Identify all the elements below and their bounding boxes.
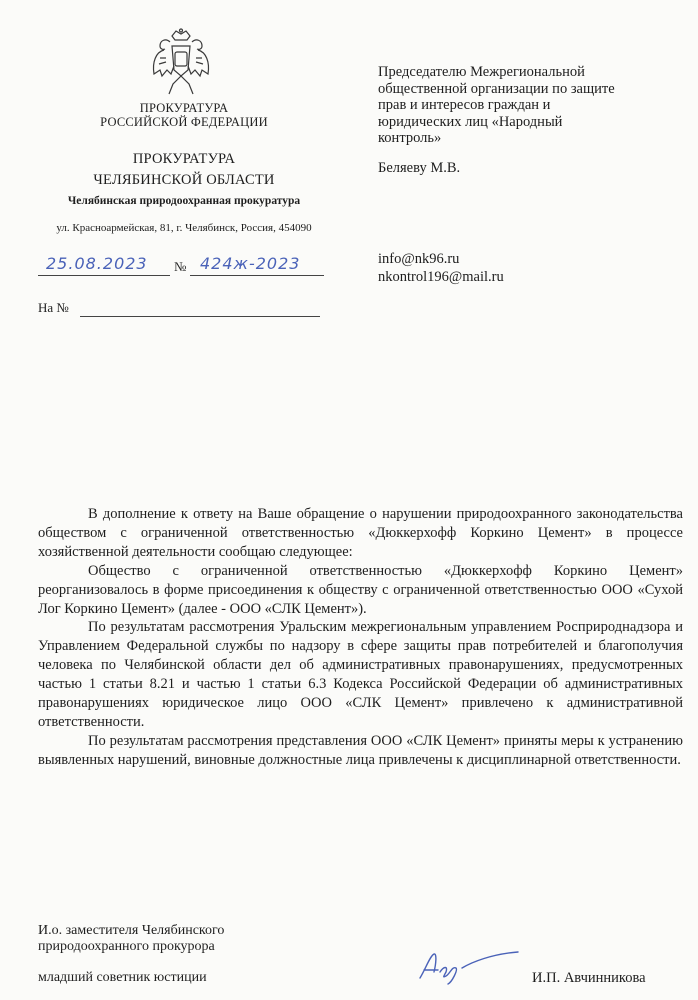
org-name-federal — [60, 101, 308, 129]
registration-number: 424ж-2023 — [200, 254, 301, 273]
recipient-line-5: контроль» — [378, 130, 442, 146]
email-1: info@nk96.ru — [378, 251, 460, 267]
handwritten-signature-icon — [412, 948, 522, 988]
recipient-line-2: общественной организации по защите — [378, 80, 615, 97]
paragraph-3: По результатам рассмотрения Уральским межрегиональным управлением Росприроднадзора и Управлением Федеральной службы по надзору в сфере защиты прав потребителей и благополучия человека по Челябинской области дел об административных правонарушениях, предусмотренных частью 1 статьи 8.21 и частью 1 статьи 6.3 Кодекса Российской Федерации об административных правонарушениях юридическое лицо ООО «СЛК Цемент» привлечено к административной ответственности. — [38, 619, 683, 730]
address: ул. Красноармейская, 81, г. Челябинск, Россия, 454090 — [56, 222, 312, 234]
org-name-regional — [60, 149, 308, 191]
number-underline — [190, 275, 324, 276]
signatory-title-line-2: природоохранного прокурора — [38, 939, 215, 954]
signatory-title-line-1: И.о. заместителя Челябинского — [38, 923, 225, 938]
recipient-line-3: прав и интересов граждан и — [378, 97, 551, 113]
org-line-4: ЧЕЛЯБИНСКОЙ ОБЛАСТИ — [93, 172, 275, 188]
department-name: Челябинская природоохранная прокуратура — [67, 195, 301, 207]
registration-date: 25.08.2023 — [46, 254, 148, 273]
signatory-title — [38, 923, 224, 955]
recipient-line-4: юридических лиц «Народный — [378, 113, 563, 130]
org-line-2: РОССИЙСКОЙ ФЕДЕРАЦИИ — [100, 115, 268, 129]
letter-body — [38, 505, 683, 770]
paragraph-4: По результатам рассмотрения представления ООО «СЛК Цемент» приняты меры к устранению выявленных нарушений, виновные должностные лица привлечены к дисциплинарной ответственности. — [38, 732, 683, 768]
recipient-block — [378, 64, 688, 147]
reference-underline — [80, 316, 320, 317]
signatory-rank: младший советник юстиции — [38, 970, 207, 985]
paragraph-1: В дополнение к ответу на Ваше обращение о нарушении природоохранного законодательства обществом с ограниченной ответственностью «Дюккерхофф Коркино Цемент» в процессе хозяйственной деятельности сообщаю следующее: — [38, 506, 683, 560]
state-emblem-icon — [150, 28, 212, 96]
paragraph-2: Общество с ограниченной ответственностью «Дюккерхофф Коркино Цемент» реорганизовалось в форме присоединения к обществу с ограниченной ответственностью ООО «Сухой Лог Коркино Цемент» (далее - ООО «СЛК Цемент»). — [38, 562, 683, 617]
recipient-emails — [378, 250, 504, 286]
org-line-1: ПРОКУРАТУРА — [139, 101, 229, 115]
date-underline — [38, 275, 170, 276]
org-line-3: ПРОКУРАТУРА — [132, 151, 236, 167]
recipient-line-1: Председателю Межрегиональной — [378, 64, 585, 80]
number-sign: № — [174, 259, 187, 274]
signatory-name: И.П. Авчинникова — [532, 970, 646, 986]
email-2: nkontrol196@mail.ru — [378, 269, 504, 285]
reference-label: На № — [38, 300, 69, 315]
registration-line — [38, 254, 328, 276]
recipient-name: Беляеву М.В. — [378, 160, 461, 176]
